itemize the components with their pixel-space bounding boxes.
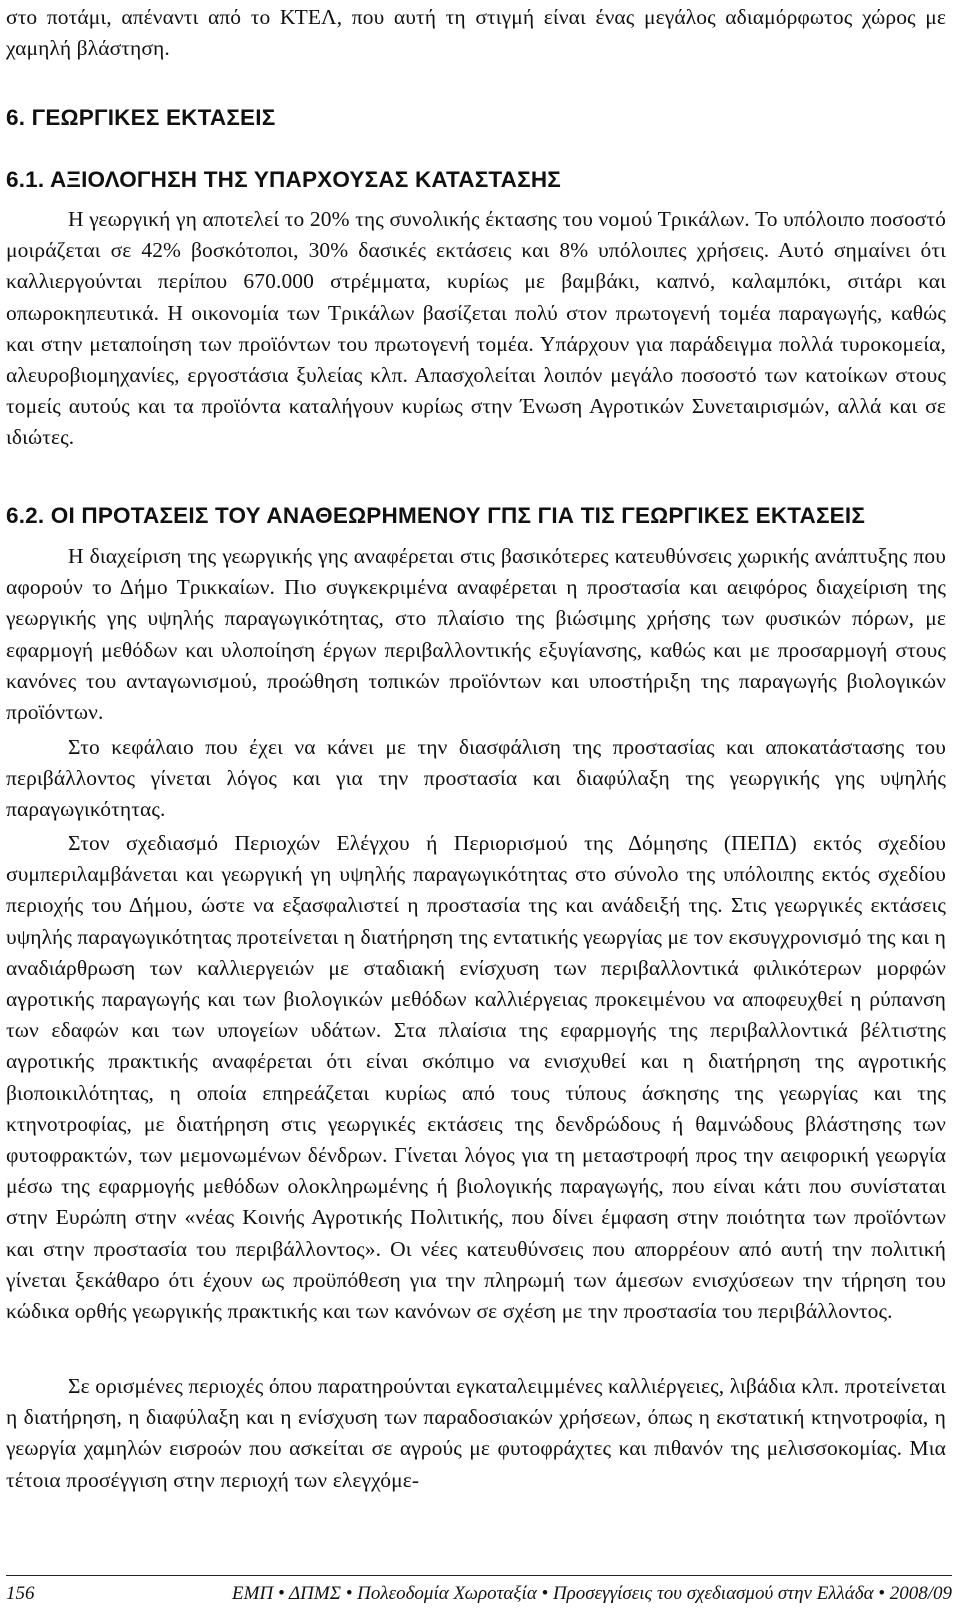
paragraph-existing-situation: Η γεωργική γη αποτελεί το 20% της συνολικής έκτασης του νομού Τρικάλων. Το υπόλοιπο ποσοστό μοιράζεται σε 42% βοσκότοποι, 30% δασικές εκτάσεις και 8% υπόλοιπες χρήσεις. Αυτό σημαίνει ότι καλλιεργούνται περίπου 670.000 στρέμματα, κυρίως με βαμβάκι, καπνό, καλαμπόκι, σιτάρι και οπωροκηπευτικά. Η οικονομία των Τρικάλων βασίζεται πολύ στον πρωτογενή τομέα παραγωγής, καθώς και στην μεταποίηση των προϊόντων του πρωτογενή τομέα. Υπάρχουν για παράδειγμα πολλά τυροκομεία, αλευροβιομηχανίες, εργοστάσια ξυλείας κλπ. Απασχολείται λοιπόν μεγάλο ποσοστό των κατοίκων στους τομείς αυτούς και τα προϊόντα καταλήγουν κυρίως στην Ένωση Αγροτικών Συνεταιρισμών, αλλά και σε ιδιώτες. (6, 207, 946, 450)
paragraph-continuation: στο ποτάμι, απέναντι από το ΚΤΕΛ, που αυτή τη στιγμή είναι ένας μεγάλος αδιαμόρφωτος χώρος με χαμηλή βλάστηση. (6, 5, 946, 61)
paragraph-protection: Στο κεφάλαιο που έχει να κάνει με την διασφάλιση της προστασίας και αποκατάστασης του περιβάλλοντος γίνεται λόγος και για την προστασία και διαφύλαξη της γεωργικής γης υψηλής παραγωγικότητας. (6, 735, 946, 822)
running-title: ΕΜΠ • ΔΠΜΣ • Πολεοδομία Χωροταξία • Προσεγγίσεις του σχεδιασμού στην Ελλάδα • 2008/09 (232, 1583, 952, 1604)
section-heading-6-2: 6.2. ΟΙ ΠΡΟΤΑΣΕΙΣ ΤΟΥ ΑΝΑΘΕΩΡΗΜΕΝΟΥ ΓΠΣ ΓΙΑ ΤΙΣ ΓΕΩΡΓΙΚΕΣ ΕΚΤΑΣΕΙΣ (6, 503, 866, 528)
paragraph-pepd: Στον σχεδιασμό Περιοχών Ελέγχου ή Περιορισμού της Δόμησης (ΠΕΠΔ) εκτός σχεδίου συμπεριλαμβάνεται και γεωργική γη υψηλής παραγωγικότητας στο σύνολο της υπόλοιπης εκτός σχεδίου περιοχής του Δήμου, ώστε να εξασφαλιστεί η προστασία της και ανάδειξή της. Στις γεωργικές εκτάσεις υψηλής παραγωγικότητας προτείνεται η διατήρηση της εντατικής γεωργίας με τον εκσυγχρονισμό της και η αναδιάρθρωση των καλλιεργειών με σταδιακή ενίσχυση των περιβαλλοντικά φιλικότερων μορφών αγροτικής παραγωγής και των βιολογικών μεθόδων καλλιέργειας προκειμένου να αποφευχθεί η ρύπανση των εδαφών και των υπογείων υδάτων. Στα πλαίσια της εφαρμογής της περιβαλλοντικά βέλτιστης αγροτικής πρακτικής αναφέρεται ότι είναι σκόπιμο να ενισχυθεί και η διατήρηση της αγροτικής βιοποικιλότητας, η οποία επηρεάζεται κυρίως από τους τύπους άσκησης της γεωργίας και της κτηνοτροφίας, με διατήρηση στις γεωργικές εκτάσεις της δενδρώδους ή θαμνώδους βλάστησης των φυτοφρακτών, των μεμονωμένων δένδρων. Γίνεται λόγος για τη μεταστροφή προς την αειφορική γεωργία μέσω της εφαρμογής μεθόδων ολοκληρωμένης ή βιολογικής παραγωγής, που είναι κάτι που συνίσταται στην Ευρώπη στην «νέας Κοινής Αγροτικής Πολιτικής, που δίνει έμφαση στην ποιότητα των προϊόντων και στην προστασία του περιβάλλοντος». Οι νέες κατευθύνσεις που απορρέουν από αυτή την πολιτική γίνεται ξεκάθαρο ότι έχουν ως προϋπόθεση για την πληρωμή των άμεσων ενισχύσεων την τήρηση του κώδικα ορθής γεωργικής πρακτικής και των κανόνων σε σχέση με την προστασία του περιβάλλοντος. (6, 831, 946, 1324)
paragraph-abandoned-areas: Σε ορισμένες περιοχές όπου παρατηρούνται εγκαταλειμμένες καλλιέργειες, λιβάδια κλπ. προτείνεται η διατήρηση, η διαφύλαξη και η ενίσχυση των παραδοσιακών χρήσεων, όπως η εκστατική κτηνοτροφία, η γεωργία χαμηλών εισροών που ασκείται σε αγρούς με φυτοφράχτες και πιθανόν της μελισσοκομίας. Μια τέτοια προσέγγιση στην περιοχή των ελεγχόμε- (6, 1374, 946, 1492)
paragraph-management: Η διαχείριση της γεωργικής γης αναφέρεται στις βασικότερες κατευθύνσεις χωρικής ανάπτυξης που αφορούν το Δήμο Τρικκαίων. Πιο συγκεκριμένα αναφέρεται η προστασία και αειφόρος διαχείριση της γεωργικής γης υψηλής παραγωγικότητας, στο πλαίσιο της βιώσιμης χρήσης των φυσικών πόρων, με εφαρμογή μεθόδων και υλοποίηση έργων περιβαλλοντικής εξυγίανσης, καθώς και με προσαρμογή στους κανόνες του ανταγωνισμού, προώθηση τοπικών προϊόντων και υποστήριξη της παραγωγής βιολογικών προϊόντων. (6, 544, 946, 725)
section-heading-6-1: 6.1. ΑΞΙΟΛΟΓΗΣΗ ΤΗΣ ΥΠΑΡΧΟΥΣΑΣ ΚΑΤΑΣΤΑΣΗΣ (6, 167, 561, 192)
section-heading-6: 6. ΓΕΩΡΓΙΚΕΣ ΕΚΤΑΣΕΙΣ (6, 105, 276, 130)
page-number: 156 (6, 1583, 35, 1604)
page-footer (6, 1575, 952, 1606)
